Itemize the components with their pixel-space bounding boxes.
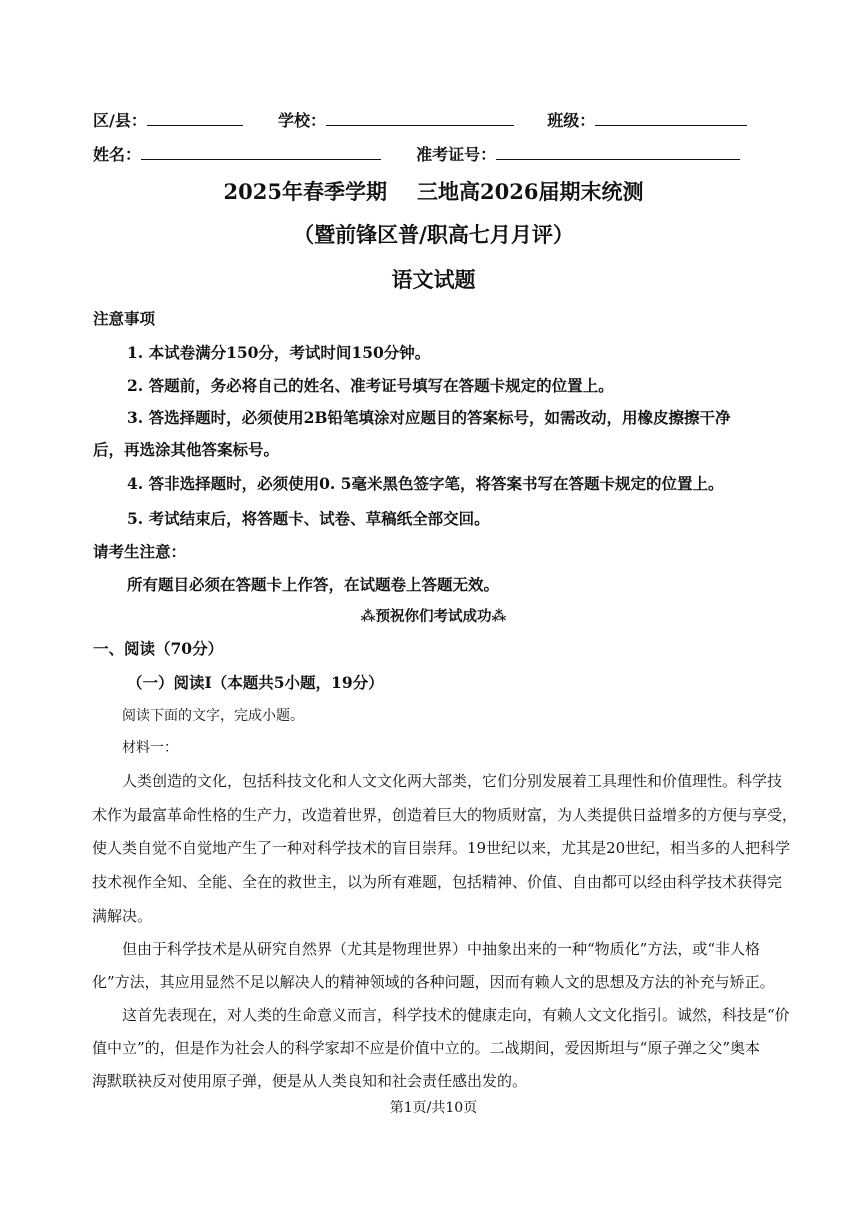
material-label: 材料一： <box>122 740 178 756</box>
subsection-heading: （一）阅读Ⅰ（本题共5小题，19分） <box>127 673 384 692</box>
passage-line-10: 海默联袂反对使用原子弹，便是从人类良知和社会责任感出发的。 <box>92 1072 528 1090</box>
exam-title-part2: 三地高2026届期末统测 <box>417 179 644 204</box>
passage-line-3: 使人类自觉不自觉地产生了一种对科学技术的盲目崇拜。19世纪以来，尤其是20世纪，相当多的人把科学 <box>92 839 791 857</box>
passage-line-7: 化”方法，其应用显然不足以解决人的精神领域的各种问题，因而有赖人文的思想及方法的补充与矫正。 <box>92 973 775 991</box>
passage-line-8: 这首先表现在，对人类的生命意义而言，科学技术的健康走向，有赖人文文化指引。诚然，科技是“价 <box>122 1006 790 1024</box>
district-field[interactable] <box>147 111 243 126</box>
passage-line-9: 值中立”的，但是作为社会人的科学家却不应是价值中立的。二战期间，爱因斯坦与“原子弹之父”奥本 <box>92 1039 761 1057</box>
exam-subtitle: （暨前锋区普/职高七月月评） <box>293 222 574 247</box>
notes-heading: 注意事项 <box>93 309 156 328</box>
exam-title <box>0 176 867 206</box>
candidate-text: 所有题目必须在答题卡上作答，在试题卷上答题无效。 <box>127 575 500 594</box>
exam-id-label: 准考证号： <box>416 145 497 164</box>
instruction-text: 阅读下面的文字，完成小题。 <box>122 708 304 724</box>
page-number: 第1页/共10页 <box>389 1100 478 1116</box>
passage-line-2: 术作为最富革命性格的生产力，改造着世界，创造着巨大的物质财富，为人类提供日益增多的方便与享受， <box>92 806 798 824</box>
candidate-heading: 请考生注意： <box>93 542 187 561</box>
passage-line-4: 技术视作全知、全能、全在的救世主，以为所有难题，包括精神、价值、自由都可以经由科学技术获得完 <box>92 873 783 891</box>
name-label: 姓名： <box>93 145 142 164</box>
note-item-5: 5. 考试结束后，将答题卡、试卷、草稿纸全部交回。 <box>127 509 490 528</box>
note-item-3: 3. 答选择题时，必须使用2B铅笔填涂对应题目的答案标号，如需改动，用橡皮擦擦干净 <box>127 408 731 427</box>
section-heading: 一、阅读（70分） <box>93 639 224 658</box>
header-row-2 <box>93 142 740 165</box>
exam-title-part1: 2025年春季学期 <box>223 179 387 204</box>
subject-title: 语文试题 <box>391 267 476 292</box>
note-item-1: 1. 本试卷满分150分，考试时间150分钟。 <box>127 343 431 362</box>
note-item-4: 4. 答非选择题时，必须使用0. 5毫米黑色签字笔，将答案书写在答题卡规定的位置上。 <box>127 474 724 493</box>
district-label: 区/县： <box>93 111 147 130</box>
school-field[interactable] <box>326 111 514 126</box>
passage-line-5: 满解决。 <box>92 907 153 925</box>
passage-line-6: 但由于科学技术是从研究自然界（尤其是物理世界）中抽象出来的一种“物质化”方法，或“非人格 <box>122 940 761 958</box>
blessing-text: ⁂预祝你们考试成功⁂ <box>360 608 507 625</box>
header-row-1 <box>93 108 747 131</box>
exam-id-field[interactable] <box>496 145 740 160</box>
class-field[interactable] <box>595 111 747 126</box>
class-label: 班级： <box>547 111 596 130</box>
note-item-2: 2. 答题前，务必将自己的姓名、准考证号填写在答题卡规定的位置上。 <box>127 376 614 395</box>
school-label: 学校： <box>278 111 327 130</box>
note-item-3-cont: 后，再选涂其他答案标号。 <box>93 440 280 459</box>
passage-line-1: 人类创造的文化，包括科技文化和人文文化两大部类，它们分别发展着工具理性和价值理性。科学技 <box>122 772 783 790</box>
name-field[interactable] <box>141 145 381 160</box>
